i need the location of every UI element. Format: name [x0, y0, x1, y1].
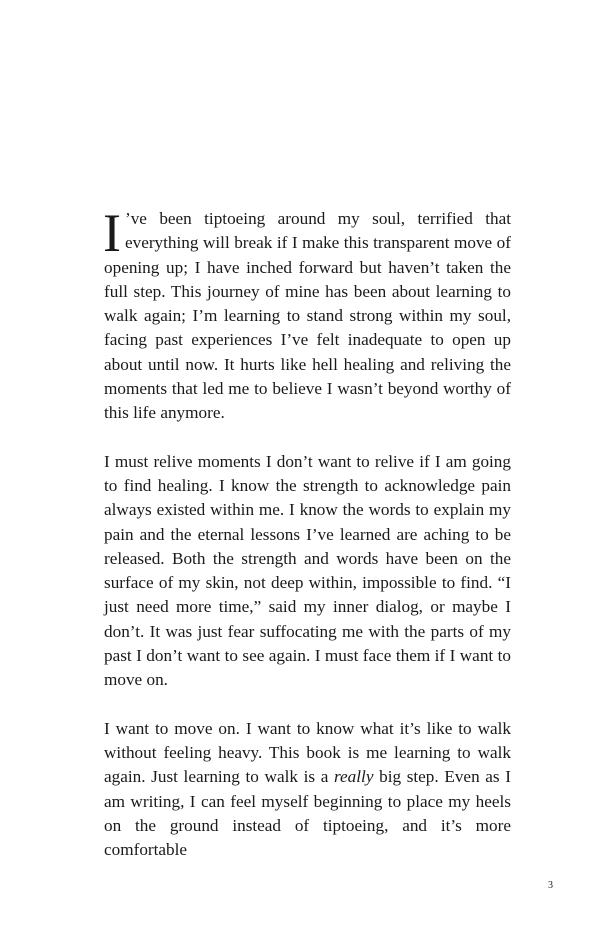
page-number: 3	[548, 880, 553, 891]
paragraph-3	[104, 717, 511, 863]
paragraph-2	[104, 450, 511, 693]
paragraph-3-text-after: big step. Even as I am writing, I can feel myself beginning to place my heels on the ground instead of tiptoeing, and it’s more comfortable	[104, 767, 511, 860]
paragraph-1-text: ’ve been tiptoeing around my soul, terrified that everything will break if I make this transparent move of opening up; I have inched forward but haven’t taken the full step. This journey of mine has been about learning to walk again; I’m learning to stand strong within my soul, facing past experiences I’ve felt inadequate to open up about until now. It hurts like hell healing and reliving the moments that led me to believe I wasn’t beyond worthy of this life anymore.	[104, 209, 511, 423]
paragraph-2-text: I must relive moments I don’t want to relive if I am going to find healing. I know the strength to acknowledge pain always existed within me. I know the words to explain my pain and the eternal lessons I’ve learned are aching to be released. Both the strength and words have been on the surface of my skin, not deep within, impossible to find. “I just need more time,” said my inner dialog, or maybe I don’t. It was just fear suffocating me with the parts of my past I don’t want to see again. I must face them if I want to move on.	[104, 451, 511, 690]
drop-cap: I	[103, 203, 121, 263]
page-body	[103, 203, 511, 886]
emphasis-really: really	[334, 767, 374, 787]
paragraph-3-text-before: I want to move on. I want to know what it’s like to walk without feeling heavy. This book is me learning to walk again. Just learning to walk is a	[104, 718, 511, 787]
paragraph-1	[103, 203, 511, 426]
